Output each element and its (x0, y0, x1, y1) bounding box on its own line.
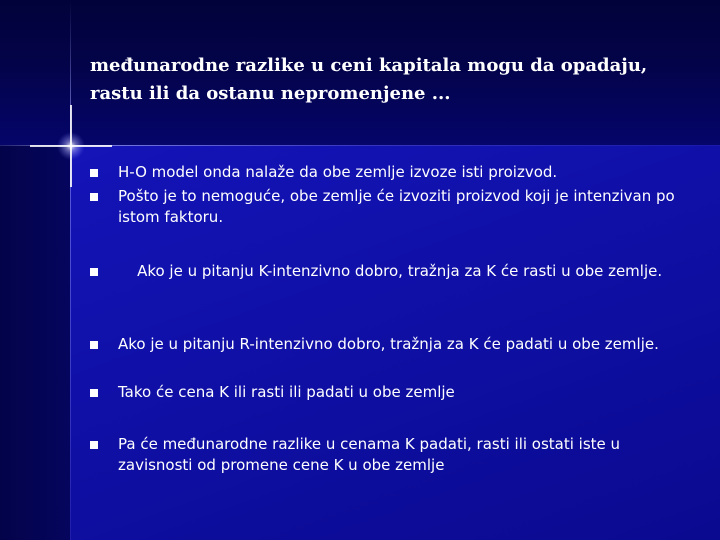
square-bullet-icon (90, 268, 98, 276)
square-bullet-icon (90, 169, 98, 177)
bullet-text: Pošto je to nemoguće, obe zemlje će izvoziti proizvod koji je intenzivan po istom faktoru. (118, 187, 680, 226)
bullet-text: Ako je u pitanju R-intenzivno dobro, tražnja za K će padati u obe zemlje. (118, 335, 659, 353)
bullet-text: Ako je u pitanju K-intenzivno dobro, tražnja za K će rasti u obe zemlje. (118, 262, 663, 280)
list-item (90, 261, 680, 282)
bullet-text: Tako će cena K ili rasti ili padati u obe zemlje (118, 383, 455, 401)
vertical-accent-line (70, 0, 71, 540)
square-bullet-icon (90, 441, 98, 449)
slide-title: međunarodne razlike u ceni kapitala mogu da opadaju, rastu ili da ostanu nepromenjene ... (90, 55, 648, 104)
square-bullet-icon (90, 389, 98, 397)
bullet-text: Pa će međunarodne razlike u cenama K padati, rasti ili ostati iste u zavisnosti od promene cene K u obe zemlje (118, 435, 625, 474)
left-band (0, 145, 70, 540)
list-item (90, 186, 680, 228)
square-bullet-icon (90, 341, 98, 349)
square-bullet-icon (90, 193, 98, 201)
bullet-text: H-O model onda nalaže da obe zemlje izvoze isti proizvod. (118, 163, 558, 181)
list-item (90, 434, 680, 476)
list-item (90, 382, 680, 403)
list-item (90, 334, 680, 355)
list-item (90, 162, 680, 183)
